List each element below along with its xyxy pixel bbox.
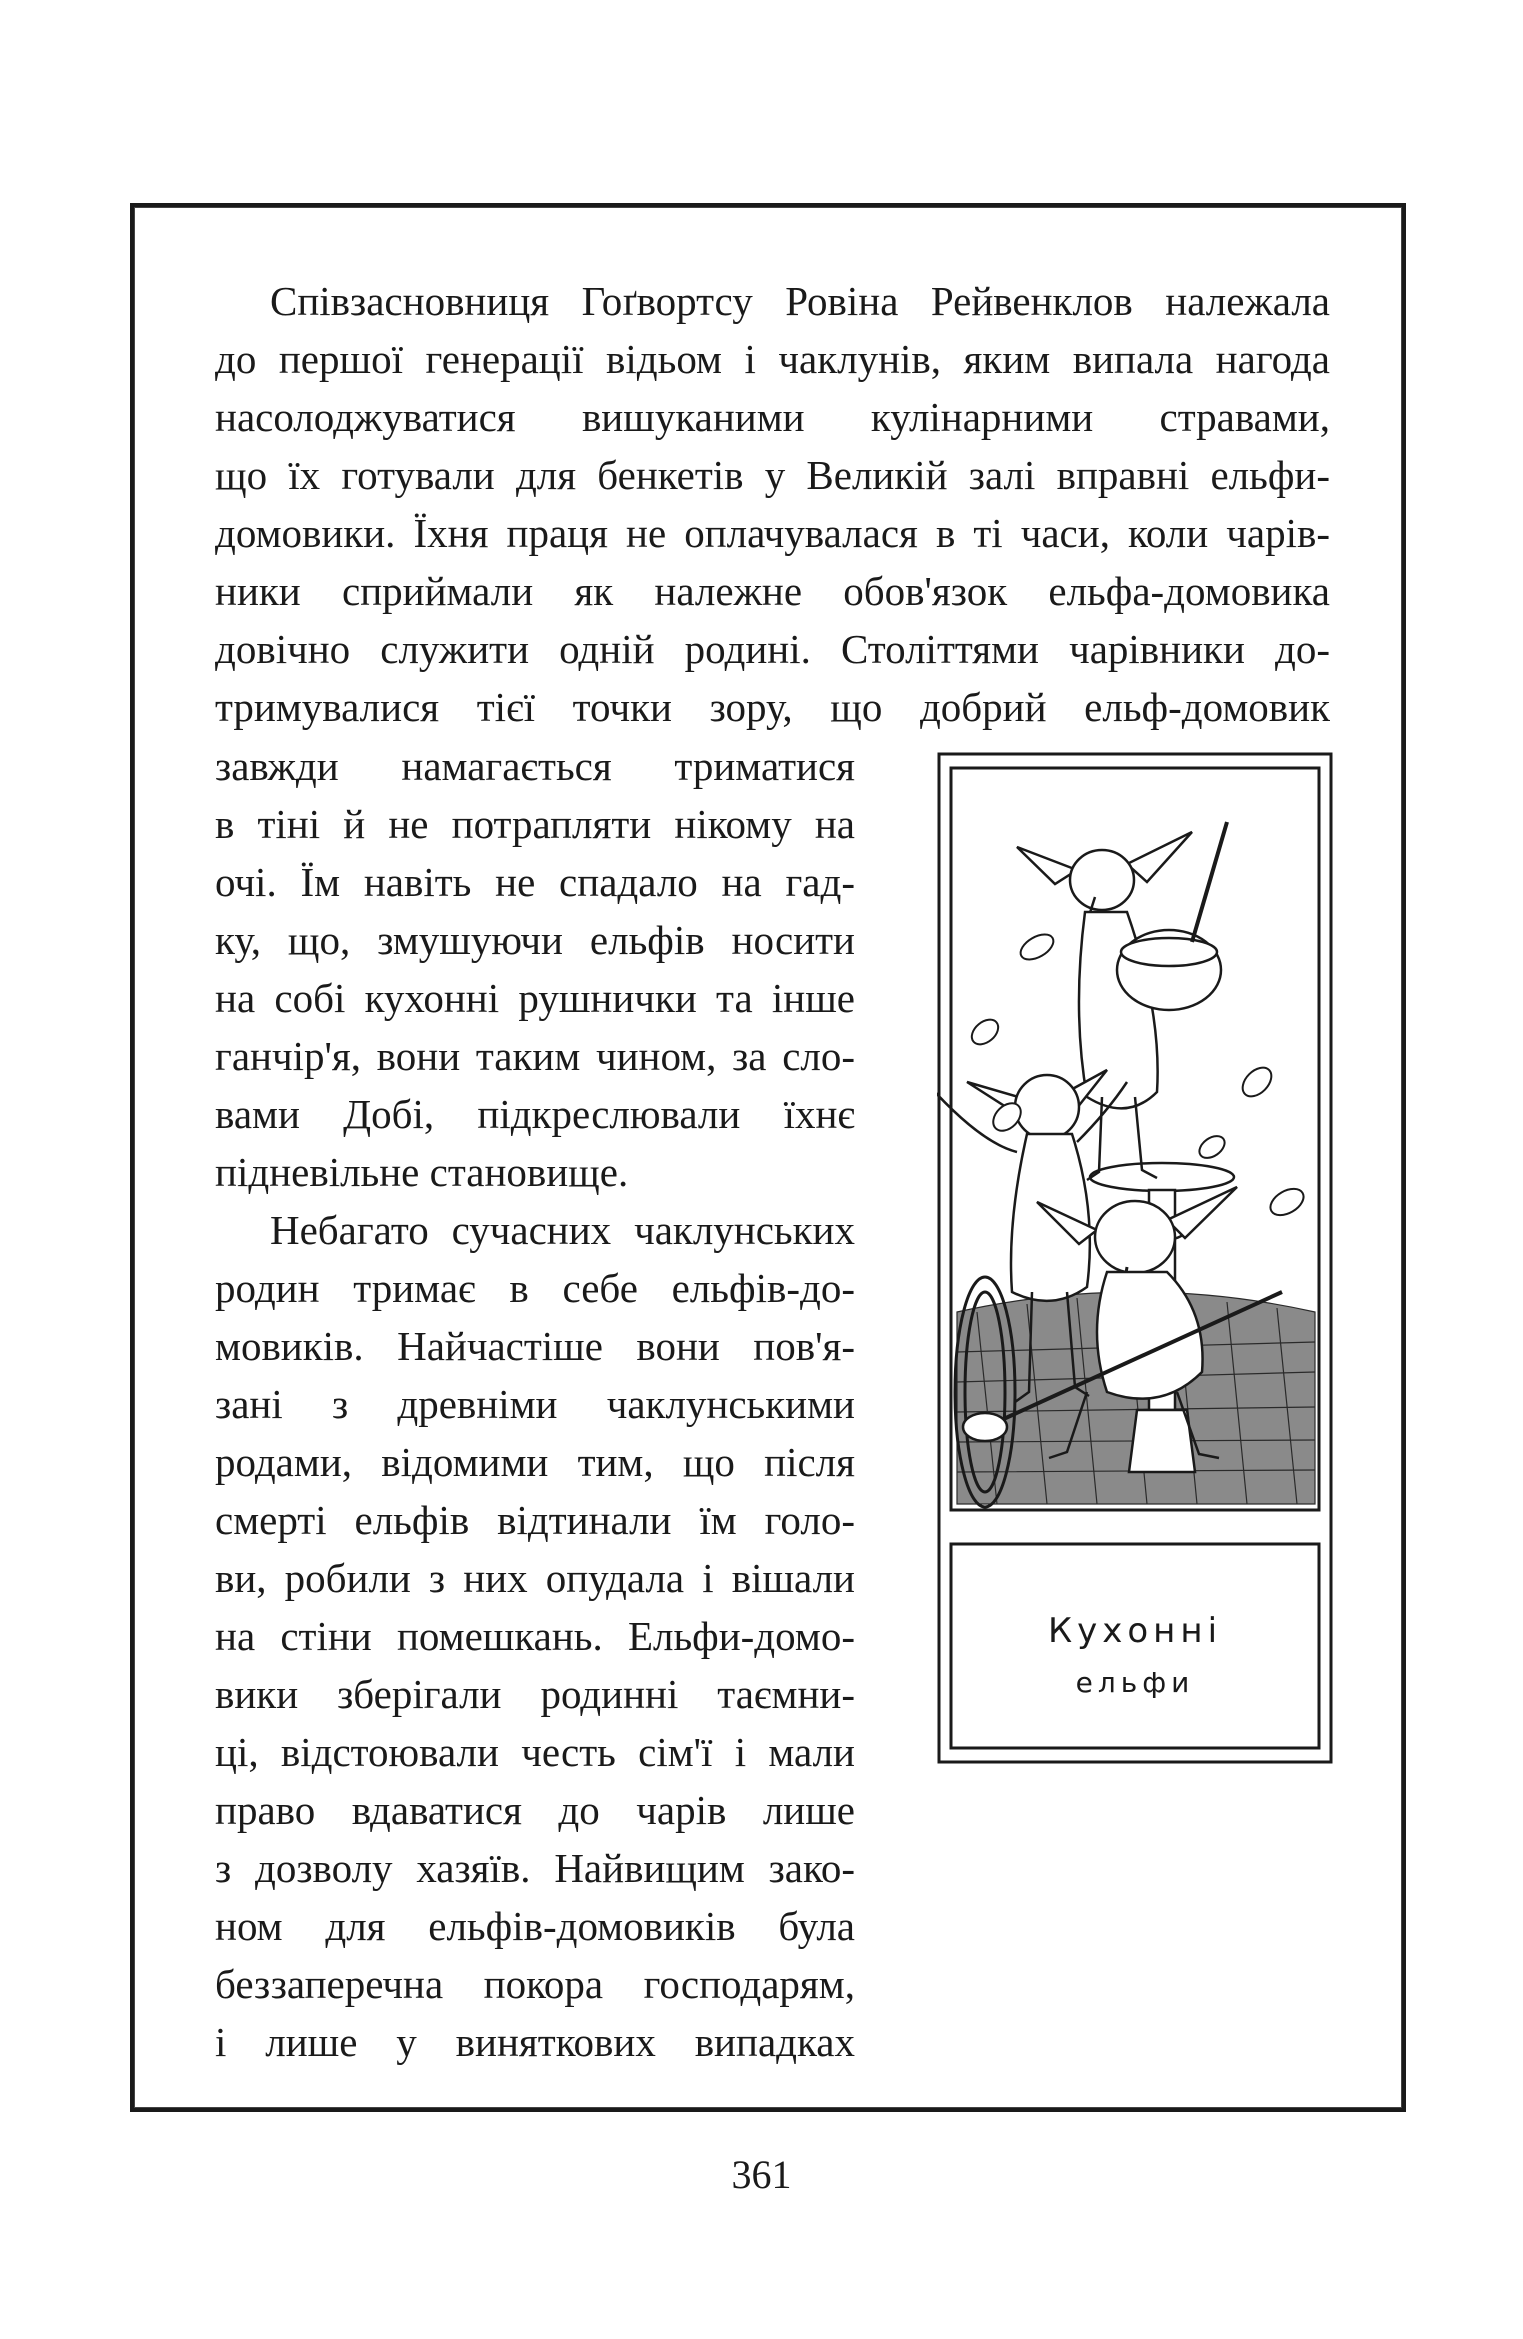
text-line: ном для ельфів-домовиків була	[215, 1903, 855, 1949]
text-line: право вдаватися до чарів лише	[215, 1787, 855, 1833]
caption-line-1: Кухонні	[1047, 1611, 1223, 1651]
text-line: родами, відомими тим, що після	[215, 1439, 855, 1485]
text-line: родин тримає в себе ельфів-до-	[215, 1265, 855, 1311]
text-line: очі. Їм навіть не спадало на гад-	[215, 859, 855, 905]
text-line: смерті ельфів відтинали їм голо-	[215, 1497, 855, 1543]
text-line: довічно служити одній родині. Століттями чарівники до-	[215, 626, 1330, 672]
text-line: зані з древніми чаклунськими	[215, 1381, 855, 1427]
text-line: вами Добі, підкреслювали їхнє	[215, 1091, 855, 1137]
text-line: завжди намагається триматися	[215, 743, 855, 789]
text-line: ганчір'я, вони таким чином, за сло-	[215, 1033, 855, 1079]
text-line: в тіні й не потрапляти нікому на	[215, 801, 855, 847]
text-line: ви, робили з них опудала і вішали	[215, 1555, 855, 1601]
text-line: насолоджуватися вишуканими кулінарними стравами,	[215, 394, 1330, 440]
text-line: домовики. Їхня праця не оплачувалася в ті часи, коли чарів-	[215, 510, 1330, 556]
text-line: з дозволу хазяїв. Найвищим зако-	[215, 1845, 855, 1891]
text-line: беззаперечна покора господарям,	[215, 1961, 855, 2007]
text-line: вики зберігали родинні таємни-	[215, 1671, 855, 1717]
page-number: 361	[731, 2152, 792, 2197]
text-line: мовиків. Найчастіше вони пов'я-	[215, 1323, 855, 1369]
kitchen-elves-illustration	[937, 752, 1333, 1764]
text-line: Співзасновниця Гоґвортсу Ровіна Рейвенклов належала	[270, 278, 1330, 324]
text-line: ку, що, змушуючи ельфів носити	[215, 917, 855, 963]
text-line: підневільне становище.	[215, 1149, 629, 1195]
text-line: що їх готували для бенкетів у Великій залі вправні ельфи-	[215, 452, 1330, 498]
text-line: до першої генерації відьом і чаклунів, яким випала нагода	[215, 336, 1330, 382]
text-line: на собі кухонні рушнички та інше	[215, 975, 855, 1021]
text-line: ці, відстоювали честь сім'ї і мали	[215, 1729, 855, 1775]
caption-line-2: ельфи	[1075, 1666, 1195, 1699]
text-line: ники сприймали як належне обов'язок ельфа-домовика	[215, 568, 1330, 614]
text-line: і лише у виняткових випадках	[215, 2019, 855, 2065]
text-line: тримувалися тієї точки зору, що добрий ельф-домовик	[215, 684, 1330, 730]
text-line: на стіни помешкань. Ельфи-домо-	[215, 1613, 855, 1659]
text-line: Небагато сучасних чаклунських	[270, 1207, 855, 1253]
